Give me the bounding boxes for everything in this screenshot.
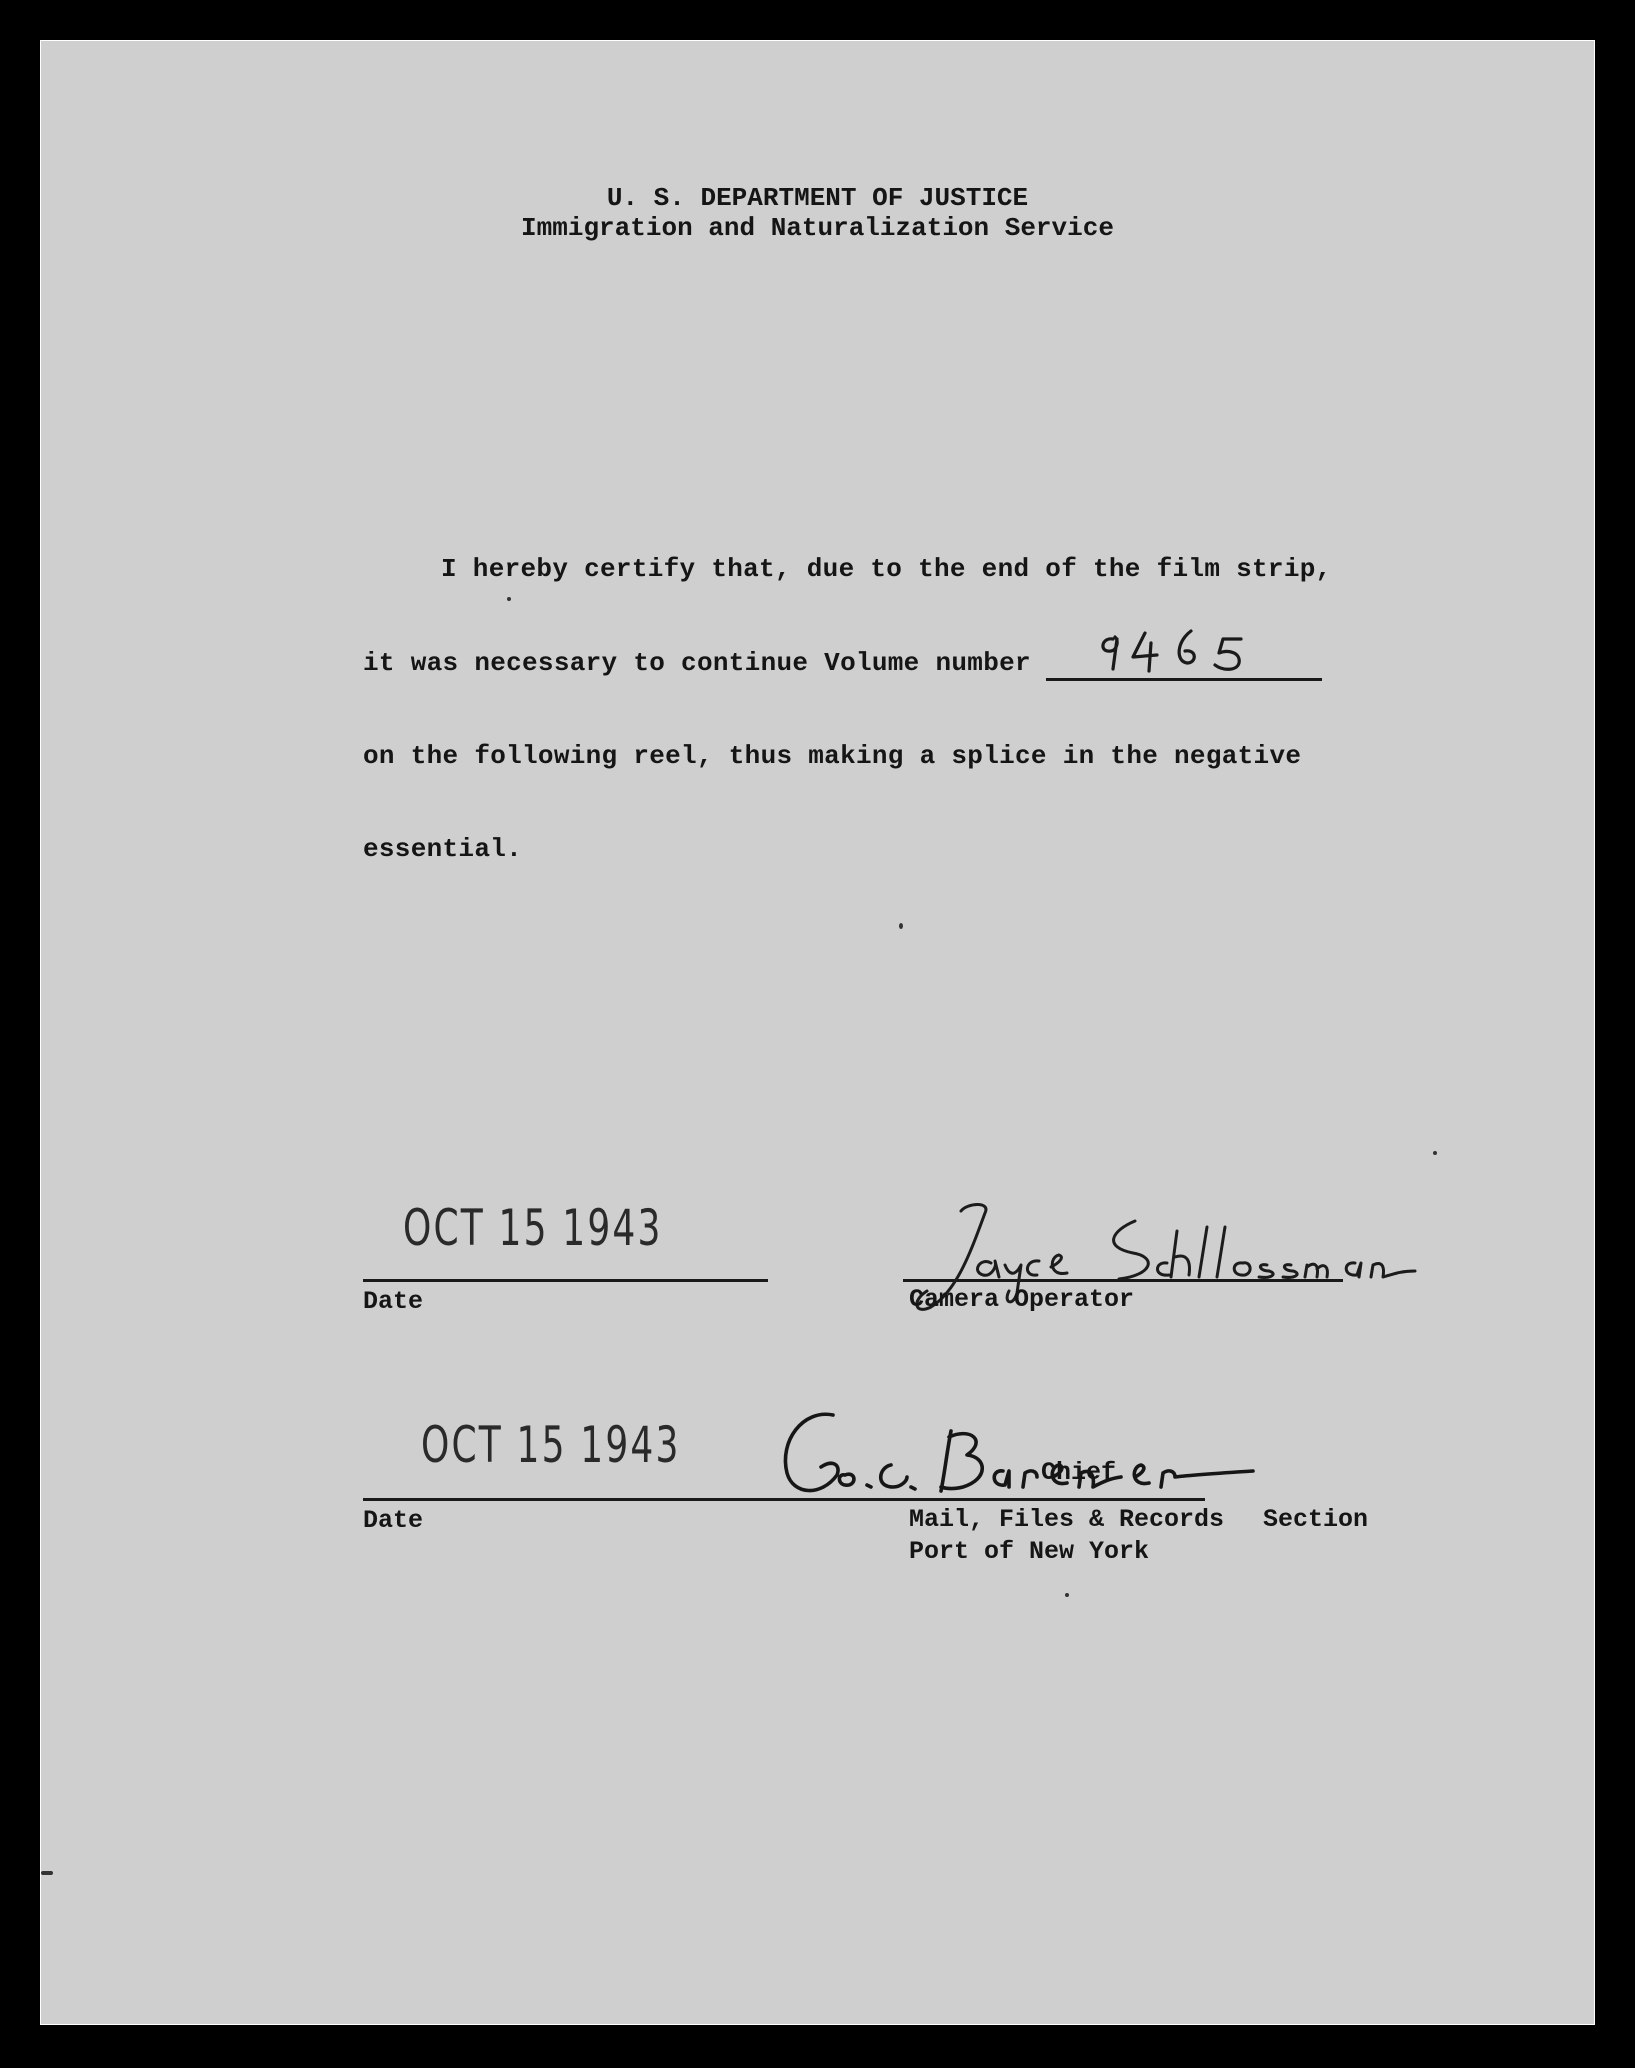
chief-title-line-1: Mail, Files & Records: [909, 1505, 1225, 1534]
volume-number-handwriting: [1091, 621, 1291, 681]
certification-line-4: essential.: [363, 834, 523, 864]
operator-date-label: Date: [363, 1287, 424, 1316]
department-heading: U. S. DEPARTMENT OF JUSTICE: [606, 183, 1029, 213]
chief-date-line: [363, 1498, 768, 1501]
certification-line-2: it was necessary to continue Volume number: [363, 648, 1031, 678]
operator-date-stamp: OCT 15 1943: [403, 1199, 663, 1257]
chief-title-chief: Chief: [1041, 1458, 1117, 1487]
chief-date-label: Date: [363, 1506, 424, 1535]
certification-line-1: I hereby certify that, due to the end of the film strip,: [441, 554, 1332, 584]
chief-title-section: Section: [1263, 1505, 1369, 1534]
certification-line-3: on the following reel, thus making a splice in the negative: [363, 741, 1302, 771]
service-heading: Immigration and Naturalization Service: [521, 213, 1114, 243]
chief-signature: [741, 1401, 1261, 1521]
document-page: [40, 40, 1595, 2025]
scan-speck: [1433, 1151, 1437, 1155]
operator-title: Camera Operator: [909, 1285, 1135, 1314]
operator-date-line: [363, 1279, 768, 1282]
scan-speck: [507, 597, 511, 601]
scan-speck: [899, 923, 903, 929]
scan-speck: [41, 1871, 53, 1875]
scan-speck: [1065, 1593, 1069, 1597]
chief-title-line-2: Port of New York: [909, 1537, 1150, 1566]
chief-date-stamp: OCT 15 1943: [421, 1416, 681, 1474]
